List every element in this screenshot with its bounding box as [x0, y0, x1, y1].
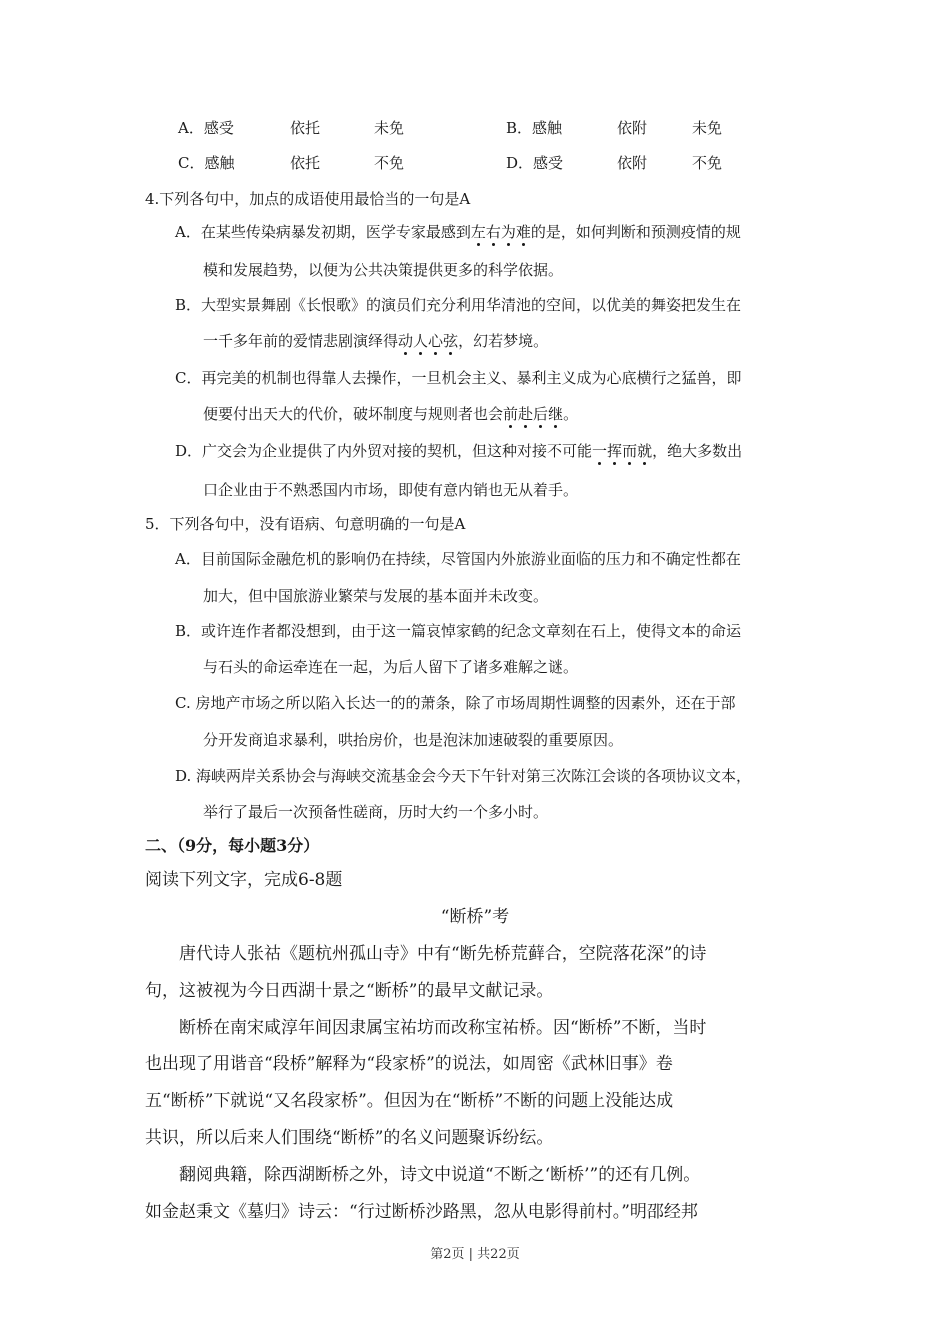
- paragraph-3-line1: 翻阅典籍，除西湖断桥之外，诗文中说道“不断之‘断桥’”的还有几例。: [179, 1165, 701, 1185]
- q4-option-b-line1: B．大型实景舞剧《长恨歌》的演员们充分利用华清池的空间，以优美的舞姿把发生在: [175, 296, 742, 314]
- q4-option-b-line2: [203, 331, 548, 351]
- dotted-char: 而: [622, 442, 638, 460]
- dotted-char: 前: [503, 405, 519, 423]
- q4-option-d-line2: 口企业由于不熟悉国内市场，即使有意内销也无从着手。: [203, 481, 579, 499]
- q5-option-d-line1: D. 海峡两岸关系协会与海峡交流基金会今天下午针对第三次陈江会谈的各项协议文本，: [175, 767, 752, 785]
- paragraph-2-line3: 五“断桥”下就说“又名段家桥”。但因为在“断桥”不断的问题上没能达成: [145, 1091, 674, 1111]
- dotted-char: 继: [548, 405, 564, 423]
- q4-a-text: A．在某些传染病暴发初期，医学专家最感到: [175, 223, 471, 241]
- dotted-char: 后: [533, 405, 549, 423]
- choice-d-word2: 依附: [617, 154, 648, 172]
- dotted-char: 心: [428, 332, 444, 350]
- dotted-char: 右: [485, 223, 501, 241]
- reading-instruction: 阅读下列文字，完成6-8题: [145, 870, 343, 890]
- paragraph-2-line4: 共识，所以后来人们围绕“断桥”的名义问题聚诉纷纭。: [145, 1128, 554, 1148]
- paragraph-1-line2: 句，这被视为今日西湖十景之“断桥”的最早文献记录。: [145, 981, 554, 1001]
- dotted-char: 动: [398, 332, 414, 350]
- q4-d-text-after: ，绝大多数出: [652, 442, 743, 460]
- q4-option-a-line1: [175, 222, 741, 242]
- q4-d-text: D．广交会为企业提供了内外贸对接的契机，但这种对接不可能: [175, 442, 593, 460]
- q4-option-d-line1: [175, 441, 742, 461]
- q4-option-c-line2: [203, 404, 578, 424]
- choice-d-word3: 不免: [692, 154, 723, 172]
- q4-option-c-line1: C．再完美的机制也得靠人去操作，一旦机会主义、暴利主义成为心底横行之猛兽，即: [175, 369, 742, 387]
- paragraph-3-line2: 如金赵秉文《墓归》诗云：“行过断桥沙路黑，忽从电影得前村。”明邵经邦: [145, 1202, 698, 1222]
- dotted-char: 一: [592, 442, 608, 460]
- choice-a-word3: 未免: [374, 119, 405, 137]
- q5-option-c-line1: C. 房地产市场之所以陷入长达一的的萧条，除了市场周期性调整的因素外，还在于部: [175, 694, 736, 712]
- q4-a-text-after: 的是，如何判断和预测疫情的规: [530, 223, 741, 241]
- dotted-char: 左: [470, 223, 486, 241]
- choice-d-label: D．感受: [506, 154, 564, 172]
- dotted-char: 难: [515, 223, 531, 241]
- q5-option-c-line2: 分开发商追求暴利，哄抬房价，也是泡沫加速破裂的重要原因。: [203, 731, 624, 749]
- dotted-char: 赴: [518, 405, 534, 423]
- paragraph-2-line1: 断桥在南宋咸淳年间因隶属宝祐坊而改称宝祐桥。因“断桥”不断，当时: [179, 1018, 707, 1038]
- article-title: “断桥”考: [440, 907, 510, 927]
- dotted-char: 人: [413, 332, 429, 350]
- dotted-char: 弦: [443, 332, 459, 350]
- choice-b-word2: 依附: [617, 119, 648, 137]
- q4-stem: 4.下列各句中，加点的成语使用最恰当的一句是A: [145, 190, 471, 208]
- q4-b-text: 一千多年前的爱情悲剧演绎得: [203, 332, 399, 350]
- q5-option-b-line1: B．或许连作者都没想到，由于这一篇哀悼家鹤的纪念文章刻在石上，使得文本的命运: [175, 622, 742, 640]
- dotted-char: 就: [637, 442, 653, 460]
- dotted-char: 挥: [607, 442, 623, 460]
- choice-c-word3: 不免: [374, 154, 405, 172]
- q5-option-a-line2: 加大，但中国旅游业繁荣与发展的基本面并未改变。: [203, 587, 549, 605]
- q4-c-text-after: 。: [563, 405, 579, 423]
- q4-b-text-after: ，幻若梦境。: [458, 332, 549, 350]
- choice-c-label: C．感触: [178, 154, 235, 172]
- paragraph-1-line1: 唐代诗人张祜《题杭州孤山寺》中有“断先桥荒藓合，空院落花深”的诗: [179, 944, 707, 964]
- choice-c-word2: 依托: [290, 154, 321, 172]
- choice-a-label: A．感受: [178, 119, 234, 137]
- section-heading: 二、（9分，每小题3分）: [145, 836, 320, 855]
- paragraph-2-line2: 也出现了用谐音“段桥”解释为“段家桥”的说法，如周密《武林旧事》卷: [145, 1054, 673, 1074]
- q4-c-text: 便要付出天大的代价，破坏制度与规则者也会: [203, 405, 504, 423]
- q5-option-b-line2: 与石头的命运牵连在一起，为后人留下了诸多难解之谜。: [203, 658, 579, 676]
- q5-option-d-line2: 举行了最后一次预备性磋商，历时大约一个多小时。: [203, 803, 549, 821]
- q4-option-a-line2: 模和发展趋势，以便为公共决策提供更多的科学依据。: [203, 261, 564, 279]
- choice-b-word3: 未免: [692, 119, 723, 137]
- q5-stem: 5．下列各句中，没有语病、句意明确的一句是A: [145, 515, 466, 533]
- choice-b-label: B．感触: [506, 119, 563, 137]
- page-number-footer: 第2页 | 共22页: [430, 1247, 520, 1262]
- choice-a-word2: 依托: [290, 119, 321, 137]
- q5-option-a-line1: A．目前国际金融危机的影响仍在持续，尽管国内外旅游业面临的压力和不确定性都在: [175, 550, 741, 568]
- dotted-char: 为: [500, 223, 516, 241]
